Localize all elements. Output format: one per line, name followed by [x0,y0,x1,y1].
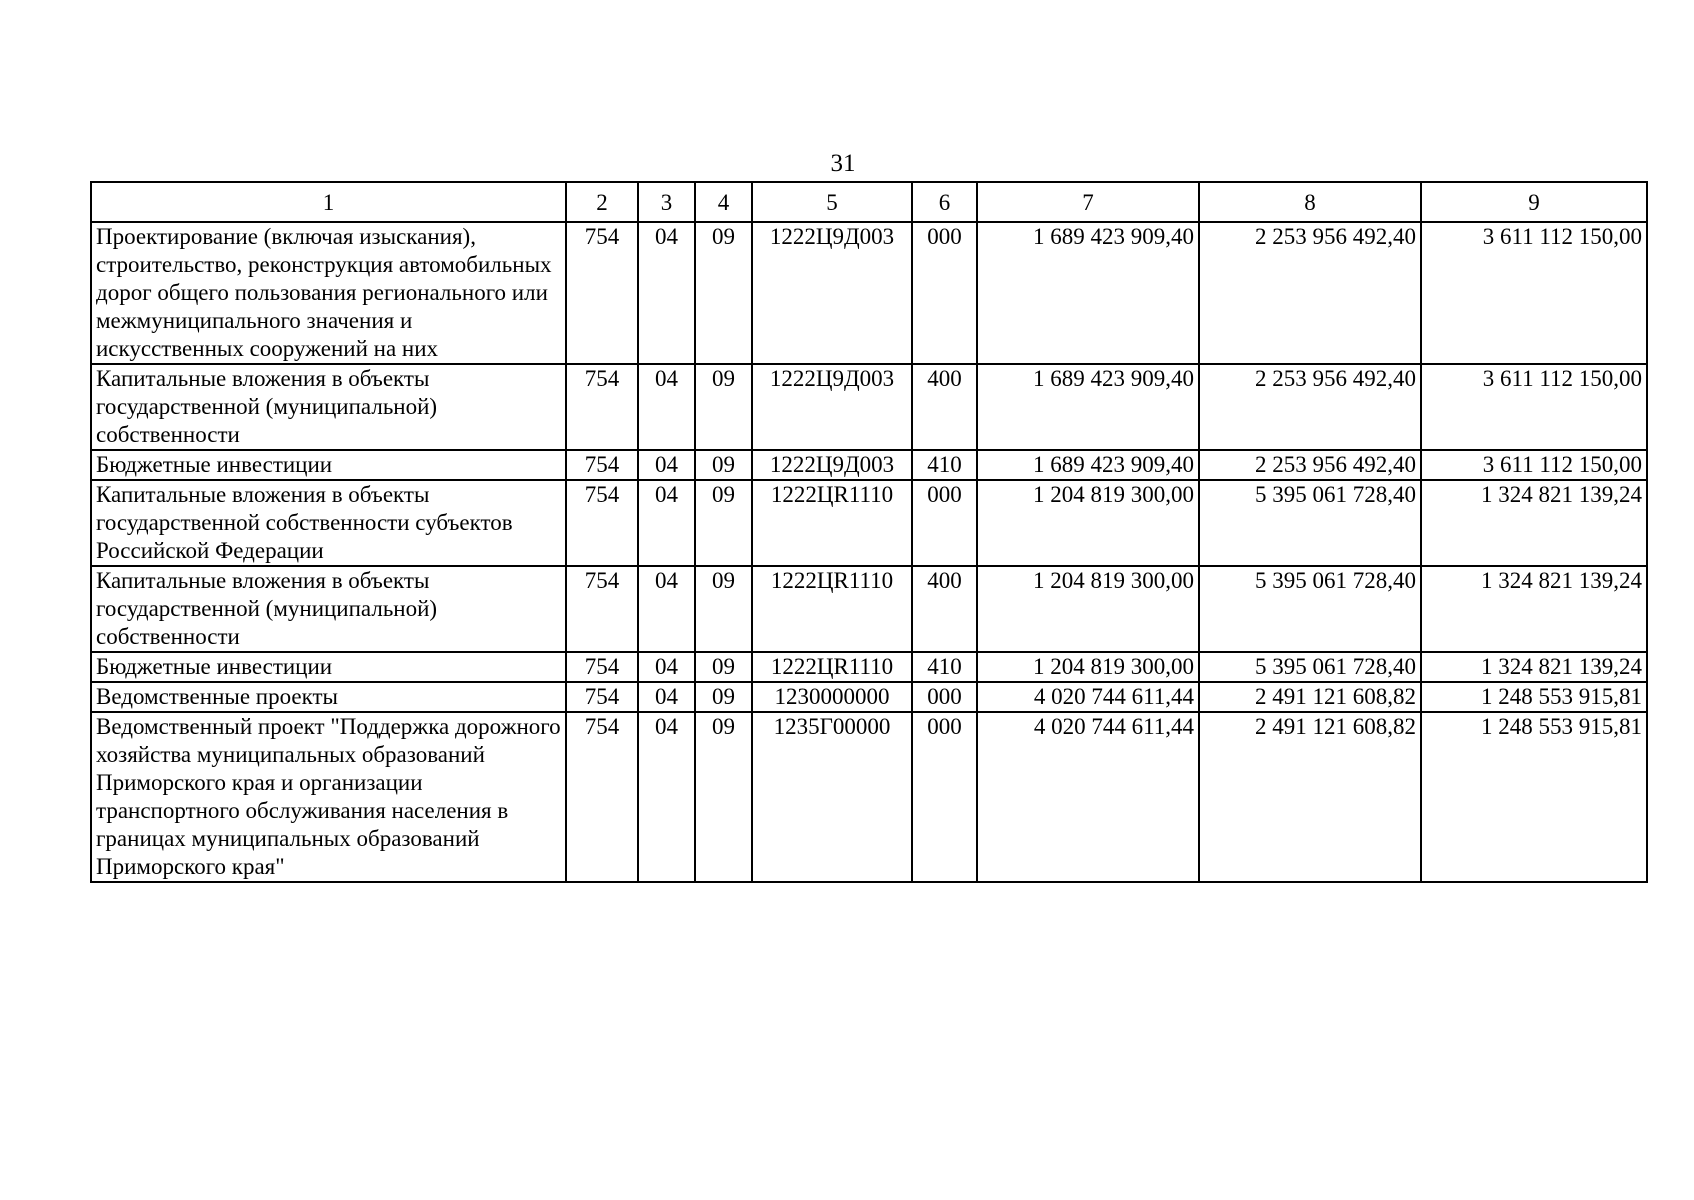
amount-cell: 1 324 821 139,24 [1421,566,1647,652]
code-cell: 1222ЦR1110 [752,480,912,566]
column-header: 8 [1199,182,1421,222]
row-name: Проектирование (включая изыскания), строительство, реконструкция автомобильных дорог общего пользования регионального или межмуниципального значения и искусственных сооружений на них [91,222,566,364]
code-cell: 1222Ц9Д003 [752,222,912,364]
amount-cell: 2 253 956 492,40 [1199,364,1421,450]
table-row [91,566,1647,652]
budget-table [90,181,1648,883]
code-cell: 09 [695,364,752,450]
table-row [91,682,1647,712]
amount-cell: 2 253 956 492,40 [1199,450,1421,480]
code-cell: 000 [912,480,977,566]
code-cell: 04 [638,566,695,652]
code-cell: 1222ЦR1110 [752,652,912,682]
code-cell: 410 [912,652,977,682]
table-row [91,364,1647,450]
column-header: 3 [638,182,695,222]
code-cell: 1222Ц9Д003 [752,450,912,480]
row-name: Бюджетные инвестиции [91,450,566,480]
column-header: 4 [695,182,752,222]
code-cell: 1222ЦR1110 [752,566,912,652]
row-name: Ведомственный проект "Поддержка дорожного хозяйства муниципальных образований Приморского края и организации транспортного обслуживания населения в границах муниципальных образований Приморского края" [91,712,566,882]
amount-cell: 3 611 112 150,00 [1421,222,1647,364]
code-cell: 09 [695,222,752,364]
column-header: 1 [91,182,566,222]
code-cell: 04 [638,712,695,882]
table-row [91,652,1647,682]
table-header-row [91,182,1647,222]
code-cell: 1222Ц9Д003 [752,364,912,450]
amount-cell: 1 689 423 909,40 [977,222,1199,364]
amount-cell: 1 204 819 300,00 [977,652,1199,682]
amount-cell: 2 491 121 608,82 [1199,712,1421,882]
row-name: Капитальные вложения в объекты государственной собственности субъектов Российской Федерации [91,480,566,566]
amount-cell: 1 324 821 139,24 [1421,480,1647,566]
column-header: 9 [1421,182,1647,222]
amount-cell: 4 020 744 611,44 [977,712,1199,882]
code-cell: 000 [912,712,977,882]
row-name: Ведомственные проекты [91,682,566,712]
code-cell: 754 [566,222,638,364]
amount-cell: 4 020 744 611,44 [977,682,1199,712]
amount-cell: 1 204 819 300,00 [977,566,1199,652]
code-cell: 04 [638,364,695,450]
code-cell: 1235Г00000 [752,712,912,882]
amount-cell: 5 395 061 728,40 [1199,652,1421,682]
table-row [91,450,1647,480]
code-cell: 04 [638,682,695,712]
amount-cell: 1 324 821 139,24 [1421,652,1647,682]
table-row [91,222,1647,364]
code-cell: 754 [566,566,638,652]
code-cell: 400 [912,566,977,652]
code-cell: 754 [566,480,638,566]
code-cell: 754 [566,364,638,450]
code-cell: 410 [912,450,977,480]
row-name: Капитальные вложения в объекты государственной (муниципальной) собственности [91,566,566,652]
code-cell: 04 [638,450,695,480]
column-header: 7 [977,182,1199,222]
column-header: 5 [752,182,912,222]
amount-cell: 1 204 819 300,00 [977,480,1199,566]
column-header: 6 [912,182,977,222]
code-cell: 09 [695,652,752,682]
amount-cell: 5 395 061 728,40 [1199,480,1421,566]
amount-cell: 2 253 956 492,40 [1199,222,1421,364]
amount-cell: 5 395 061 728,40 [1199,566,1421,652]
code-cell: 04 [638,480,695,566]
code-cell: 09 [695,566,752,652]
code-cell: 754 [566,652,638,682]
amount-cell: 1 248 553 915,81 [1421,712,1647,882]
code-cell: 09 [695,480,752,566]
amount-cell: 1 248 553 915,81 [1421,682,1647,712]
code-cell: 000 [912,682,977,712]
table-row [91,712,1647,882]
code-cell: 1230000000 [752,682,912,712]
code-cell: 000 [912,222,977,364]
code-cell: 754 [566,450,638,480]
code-cell: 754 [566,682,638,712]
table-row [91,480,1647,566]
amount-cell: 1 689 423 909,40 [977,364,1199,450]
code-cell: 09 [695,712,752,882]
row-name: Бюджетные инвестиции [91,652,566,682]
code-cell: 09 [695,682,752,712]
amount-cell: 3 611 112 150,00 [1421,450,1647,480]
code-cell: 754 [566,712,638,882]
row-name: Капитальные вложения в объекты государственной (муниципальной) собственности [91,364,566,450]
amount-cell: 1 689 423 909,40 [977,450,1199,480]
column-header: 2 [566,182,638,222]
code-cell: 09 [695,450,752,480]
code-cell: 04 [638,652,695,682]
amount-cell: 3 611 112 150,00 [1421,364,1647,450]
amount-cell: 2 491 121 608,82 [1199,682,1421,712]
page-number: 31 [830,150,856,177]
code-cell: 400 [912,364,977,450]
code-cell: 04 [638,222,695,364]
